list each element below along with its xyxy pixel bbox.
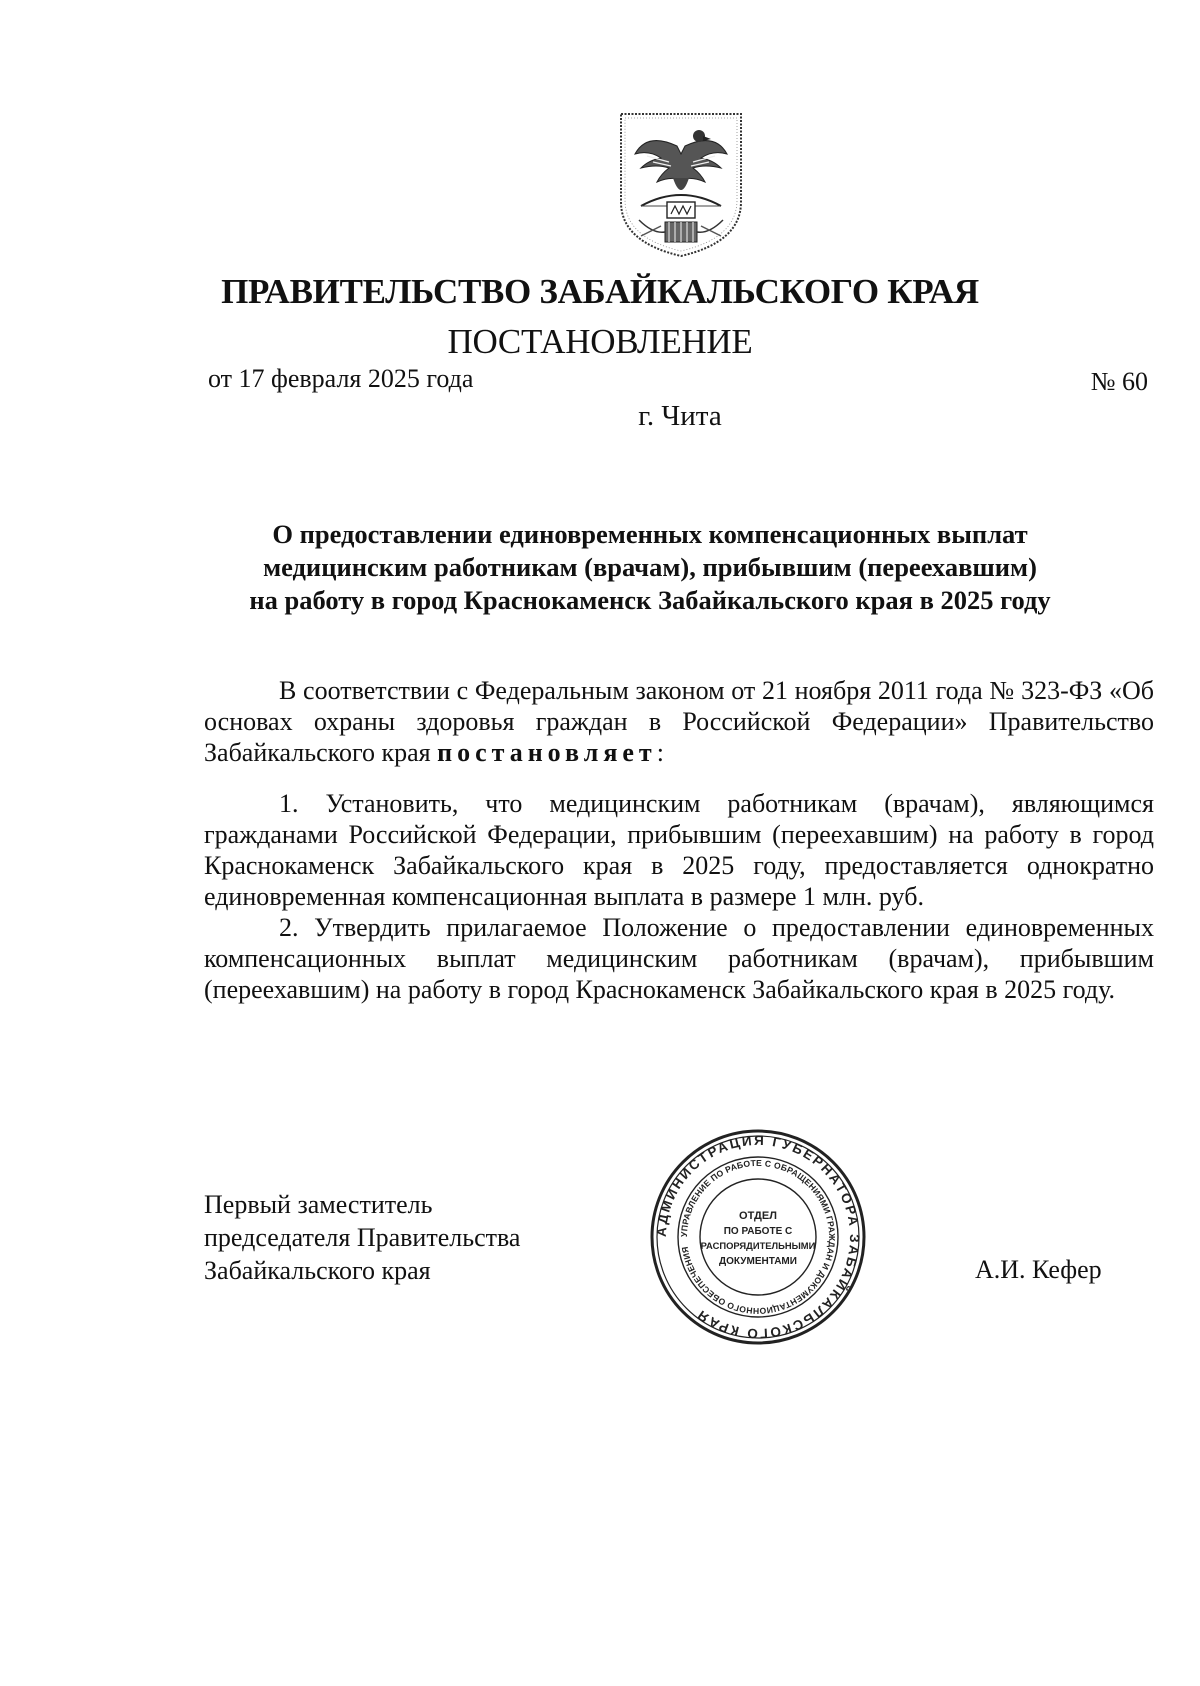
stamp-center-line: ПО РАБОТЕ С <box>723 1226 793 1237</box>
item-2-paragraph: 2. Утвердить прилагаемое Положение о предоставлении единовременных компенсационных выплат медицинским работникам (врачам), прибывшим (переехавшим) на работу в город Краснокаменск Забайкальского края в 2025 году. <box>204 913 1154 1004</box>
signer-position-line: Забайкальского края <box>204 1256 431 1285</box>
document-subject <box>200 518 1100 617</box>
decree-tail: : <box>656 738 664 767</box>
signer-position <box>204 1188 520 1287</box>
document-type: ПОСТАНОВЛЕНИЕ <box>447 322 753 361</box>
stamp-center-line: РАСПОРЯДИТЕЛЬНЫМИ <box>700 1240 816 1251</box>
signer-position-line: председателя Правительства <box>204 1223 521 1252</box>
document-body <box>204 675 1154 1005</box>
stamp-center-line: ОТДЕЛ <box>739 1210 777 1222</box>
svg-text:УПРАВЛЕНИЕ ПО РАБОТЕ С ОБРАЩЕН <box>679 1158 837 1316</box>
official-seal-icon <box>648 1127 868 1347</box>
decree-word: постановляет <box>437 738 657 767</box>
government-title: ПРАВИТЕЛЬСТВО ЗАБАЙКАЛЬСКОГО КРАЯ <box>221 272 979 311</box>
subject-line: О предоставлении единовременных компенсационных выплат <box>272 519 1028 549</box>
stamp-inner-ring-text: УПРАВЛЕНИЕ ПО РАБОТЕ С ОБРАЩЕНИЯМИ ГРАЖДАН И ДОКУМЕНТАЦИОННОГО ОБЕСПЕЧЕНИЯ <box>678 1157 838 1317</box>
item-1-paragraph: 1. Установить, что медицинским работникам (врачам), являющимся гражданами Российской Федерации, прибывшим (переехавшим) на работу в город Краснокаменск Забайкальского края в 2025 году, предоставляется однократно единовременная компенсационная выплата в размере 1 млн. руб. <box>204 789 1154 911</box>
stamp-outer-ring-text: АДМИНИСТРАЦИЯ ГУБЕРНАТОРА ЗАБАЙКАЛЬСКОГО КРАЯ <box>653 1132 863 1342</box>
preamble-text: В соответствии с Федеральным законом от 21 ноября 2011 года № 323-ФЗ «Об основах охраны здоровья граждан в Российской Федерации» Правительство Забайкальского края <box>204 676 1154 767</box>
signer-name: А.И. Кефер <box>975 1255 1102 1284</box>
subject-line: на работу в город Краснокаменск Забайкальского края в 2025 году <box>249 585 1051 615</box>
preamble-paragraph <box>204 675 1154 768</box>
coat-of-arms-icon <box>617 110 745 258</box>
document-city: г. Чита <box>638 400 722 432</box>
signer-position-line: Первый заместитель <box>204 1190 433 1219</box>
subject-line: медицинским работникам (врачам), прибывшим (переехавшим) <box>263 552 1037 582</box>
document-date: от 17 февраля 2025 года <box>208 364 474 393</box>
document-number: № 60 <box>1090 367 1148 396</box>
stamp-center-line: ДОКУМЕНТАМИ <box>719 1256 797 1267</box>
